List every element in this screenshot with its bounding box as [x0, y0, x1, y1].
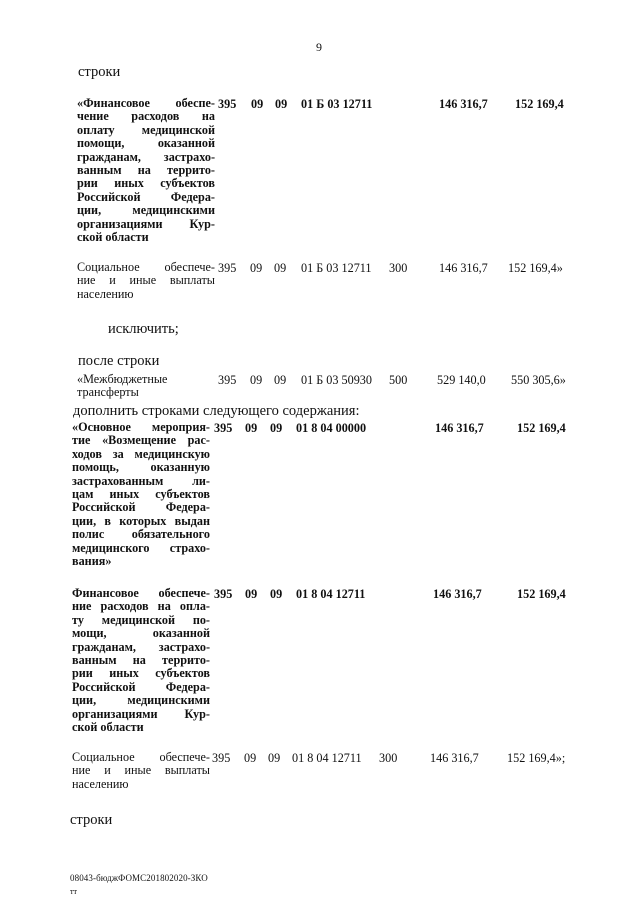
target-article-code: 01 Б 03 12711 [301, 261, 372, 275]
subsection-code: 09 [268, 751, 281, 765]
amount-2020: 152 169,4»; [507, 751, 566, 765]
page-number: 9 [316, 40, 322, 54]
amount-2020: 152 169,4 [517, 587, 566, 601]
ministry-code: 395 [214, 587, 233, 601]
target-article-code: 01 Б 03 50930 [301, 373, 372, 387]
document-code-footer: 08043-бюджФОМС201802020-ЗКО [70, 873, 208, 883]
amount-2020: 550 305,6» [511, 373, 566, 387]
amount-2019: 146 316,7 [430, 751, 479, 765]
expense-kind-code: 500 [389, 373, 408, 387]
row-description: «Основное мероприя- тие «Возмещение рас- ходов за медицинскую помощь, оказанную застрахованным ли- цам иных субъектов Российской Федера- ции, в которых выдан полис обязательного медицинского страхо- вания» [72, 420, 210, 569]
subsection-code: 09 [274, 373, 287, 387]
row-description: Социальное обеспече- ние и иные выплаты населению [77, 260, 215, 301]
section-code: 09 [250, 261, 263, 275]
heading-stroki-top: строки [78, 64, 121, 80]
section-code: 09 [245, 421, 258, 435]
ministry-code: 395 [218, 261, 237, 275]
target-article-code: 01 8 04 12711 [292, 751, 362, 765]
ministry-code: 395 [218, 373, 237, 387]
subsection-code: 09 [270, 421, 283, 435]
instruction-add-rows: дополнить строками следующего содержания: [73, 403, 360, 419]
amount-2019: 146 316,7 [433, 587, 482, 601]
section-code: 09 [244, 751, 257, 765]
subsection-code: 09 [270, 587, 283, 601]
ministry-code: 395 [214, 421, 233, 435]
section-code: 09 [250, 373, 263, 387]
instruction-exclude: исключить; [108, 321, 179, 337]
target-article-code: 01 8 04 12711 [296, 587, 366, 601]
ministry-code: 395 [212, 751, 231, 765]
amount-2019: 146 316,7 [439, 97, 488, 111]
amount-2019: 529 140,0 [437, 373, 486, 387]
subsection-code: 09 [274, 261, 287, 275]
row-description: «Межбюджетные трансферты [77, 372, 168, 400]
expense-kind-code: 300 [389, 261, 408, 275]
amount-2020: 152 169,4» [508, 261, 563, 275]
ministry-code: 395 [218, 97, 237, 111]
amount-2019: 146 316,7 [435, 421, 484, 435]
subsection-code: 09 [275, 97, 288, 111]
heading-stroki-bottom: строки [70, 812, 113, 828]
row-description: Социальное обеспече- ние и иные выплаты населению [72, 750, 210, 791]
amount-2019: 146 316,7 [439, 261, 488, 275]
target-article-code: 01 Б 03 12711 [301, 97, 373, 111]
row-description: «Финансовое обеспе- чение расходов на оплату медицинской помощи, оказанной гражданам, застрахо- ванным на террито- рии иных субъектов Российской Федера- ции, медицинскими организациями Кур- ской области [77, 96, 215, 245]
amount-2020: 152 169,4 [517, 421, 566, 435]
section-code: 09 [245, 587, 258, 601]
expense-kind-code: 300 [379, 751, 398, 765]
document-code-footer-sub: тт [70, 887, 77, 896]
amount-2020: 152 169,4 [515, 97, 564, 111]
row-description: Финансовое обеспече- ние расходов на опла- ту медицинской по- мощи, оказанной гражданам, застрахо- ванным на террито- рии иных субъектов Российской Федера- ции, медицинскими организациями Кур- ской области [72, 586, 210, 735]
section-code: 09 [251, 97, 264, 111]
target-article-code: 01 8 04 00000 [296, 421, 367, 435]
instruction-after-row: после строки [78, 353, 160, 369]
